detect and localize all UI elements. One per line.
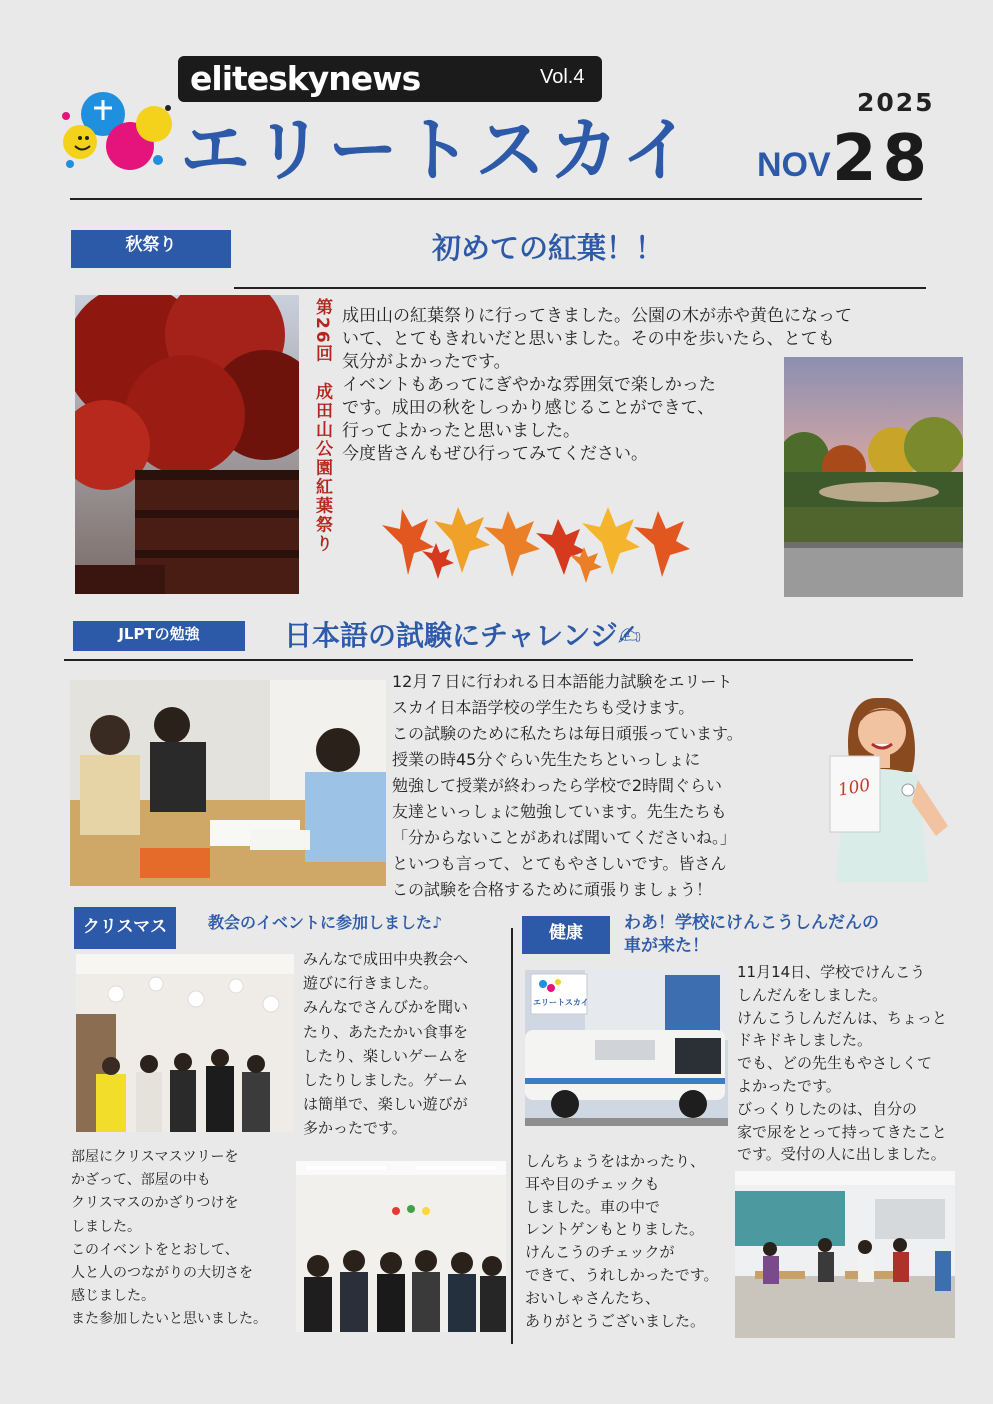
- section-tag-jlpt: JLPTの勉強: [73, 621, 245, 651]
- jlpt-line: 「分からないことがあれば聞いてくださいね。」: [392, 828, 737, 847]
- newsletter-title: エリートスカイ: [180, 109, 696, 191]
- health-bus-photo: [525, 970, 728, 1126]
- jlpt-paragraph: [392, 669, 743, 903]
- christmas-paragraph-2: [71, 1146, 267, 1332]
- jlpt-line: 勉強して授業が終わったら学校で2時間ぐらい: [392, 776, 723, 795]
- section-tag-christmas: クリスマス: [74, 907, 176, 949]
- column-divider: [511, 928, 513, 1344]
- health-line: けんこうのチェックが: [525, 1243, 675, 1262]
- christmas-headline: 教会のイベントに参加しました♪: [208, 913, 443, 932]
- brand-name: eliteskynews: [190, 59, 421, 98]
- christmas-line: みんなでさんびかを聞い: [303, 998, 469, 1017]
- health-line: レントゲンもとりました。: [525, 1220, 705, 1239]
- christmas-line: クリスマスのかざりつけを: [71, 1195, 239, 1212]
- health-line: ドキドキしました。: [737, 1031, 873, 1050]
- health-line: ありがとうございました。: [525, 1311, 706, 1330]
- health-classroom-photo: [735, 1171, 955, 1338]
- section-tag-health: 健康: [522, 916, 610, 954]
- autumn-temple-photo: [75, 295, 299, 594]
- christmas-line: 人と人のつながりの大切さを: [71, 1265, 253, 1282]
- health-line: 耳や目のチェックも: [525, 1174, 660, 1193]
- header-divider: [70, 198, 922, 200]
- christmas-line: は簡単で、楽しい遊びが: [303, 1095, 468, 1114]
- autumn-park-photo: [784, 357, 963, 597]
- autumn-line: 気分がよかったです。: [342, 352, 511, 372]
- church-event-photo: [76, 954, 294, 1132]
- jlpt-headline: 日本語の試験にチャレンジ✍: [284, 619, 642, 652]
- health-line: しました。車の中で: [525, 1197, 661, 1216]
- christmas-paragraph-1: [303, 947, 468, 1141]
- logo-mark: [60, 86, 178, 176]
- autumn-vertical-caption: 第26回 成田山公園紅葉祭り: [312, 298, 332, 554]
- jlpt-line: といつも言って、とてもやさしいです。皆さん: [392, 854, 727, 873]
- volume-label: Vol.4: [540, 66, 585, 88]
- test-paper-score: 100: [836, 775, 872, 801]
- health-line: 11月14日、学校でけんこう: [737, 963, 926, 981]
- health-paragraph-1: [737, 961, 947, 1166]
- jlpt-line: 友達といっしょに勉強しています。先生たちも: [392, 802, 727, 821]
- health-line: できて、うれしかったです。: [525, 1265, 719, 1284]
- christmas-line: しました。: [71, 1218, 141, 1235]
- christmas-line: また参加したいと思いました。: [71, 1311, 267, 1328]
- autumn-line: 成田山の紅葉祭りに行ってきました。公園の木が赤や黄色になって: [342, 306, 852, 326]
- health-line: でも、どの先生もやさしくて: [737, 1054, 933, 1073]
- autumn-paragraph: [342, 305, 852, 466]
- christmas-line: したりしました。ゲーム: [303, 1071, 469, 1090]
- christmas-line: みんなで成田中央教会へ: [303, 950, 469, 968]
- christmas-line: 遊びに行きました。: [303, 974, 439, 993]
- section-tag-autumn: 秋祭り: [71, 230, 231, 268]
- health-headline: [624, 912, 879, 958]
- christmas-line: したり、楽しいゲームを: [303, 1046, 469, 1065]
- bus-school-sign: エリートスカイ: [533, 998, 589, 1007]
- autumn-line: いて、とてもきれいだと思いました。その中を歩いたら、とても: [342, 329, 835, 349]
- autumn-line: 行ってよかったと思いました。: [342, 421, 580, 441]
- group-heart-photo: [296, 1161, 506, 1332]
- jlpt-line: 授業の時45分ぐらい先生たちといっしょに: [392, 750, 701, 769]
- christmas-line: 多かったです。: [303, 1119, 407, 1138]
- autumn-line: 今度皆さんもぜひ行ってみてください。: [342, 444, 648, 464]
- christmas-line: このイベントをとおして、: [71, 1241, 239, 1258]
- health-headline-line: 車が来た！: [624, 936, 709, 956]
- health-line: びっくりしたのは、自分の: [737, 1099, 918, 1118]
- issue-day: 28: [832, 122, 934, 196]
- christmas-line: たり、あたたかい食事を: [303, 1022, 469, 1041]
- jlpt-line: 12月７日に行われる日本語能力試験をエリート: [392, 672, 733, 691]
- health-line: よかったです。: [737, 1076, 841, 1095]
- health-line: しんちょうをはかったり、: [525, 1152, 706, 1170]
- health-line: 家で尿をとって持ってきたこと: [737, 1122, 947, 1141]
- jlpt-line: スカイ日本語学校の学生たちも受けます。: [392, 698, 695, 717]
- health-line: しんだんをしました。: [737, 985, 888, 1004]
- autumn-headline: 初めての紅葉！！: [432, 231, 665, 265]
- health-line: です。受付の人に出しました。: [737, 1145, 946, 1164]
- study-photo: [70, 680, 386, 886]
- christmas-line: 部屋にクリスマスツリーを: [71, 1149, 239, 1165]
- issue-year: 2025: [857, 88, 935, 117]
- health-line: けんこうしんだんは、ちょっと: [737, 1008, 948, 1027]
- jlpt-line: この試験のために私たちは毎日頑張っています。: [392, 724, 743, 743]
- christmas-line: 感じました。: [71, 1288, 155, 1305]
- christmas-line: かざって、部屋の中も: [71, 1172, 211, 1189]
- maple-leaves-illustration: [372, 505, 700, 587]
- health-paragraph-2: [525, 1150, 719, 1332]
- jlpt-line: この試験を合格するために頑張りましょう！: [392, 880, 713, 899]
- autumn-line: イベントもあってにぎやかな雰囲気で楽しかった: [342, 375, 716, 395]
- health-headline-line: わあ！学校にけんこうしんだんの: [624, 913, 879, 933]
- health-line: おいしゃさんたち、: [525, 1288, 661, 1307]
- autumn-line: です。成田の秋をしっかり感じることができて、: [342, 398, 715, 418]
- jlpt-divider: [64, 659, 913, 661]
- issue-month: NOV: [757, 146, 831, 184]
- autumn-divider: [234, 287, 926, 289]
